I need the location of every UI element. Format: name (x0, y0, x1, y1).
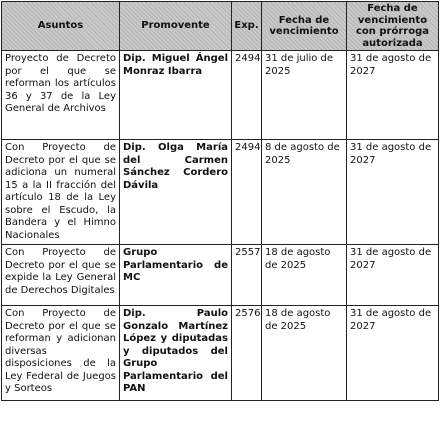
vencimiento-cell: 18 de agosto de 2025 (262, 306, 347, 401)
vencimiento-cell: 8 de agosto de 2025 (262, 140, 347, 245)
vencimiento-cell: 31 de julio de 2025 (262, 51, 347, 140)
asunto-cell: Proyecto de Decreto por el que se reforman los artículos 36 y 37 de la Ley General de Archivos (2, 51, 120, 140)
header-exp: Exp. (232, 2, 262, 51)
table-row (2, 51, 439, 140)
exp-cell: 2576 (232, 306, 262, 401)
prorroga-cell: 31 de agosto de 2027 (347, 51, 439, 140)
exp-cell: 2557 (232, 245, 262, 306)
asuntos-table (1, 1, 439, 401)
header-fecha-vencimiento: Fecha de vencimiento (262, 2, 347, 51)
asunto-cell: Con Proyecto de Decreto por el que se adiciona un numeral 15 a la II fracción del artículo 18 de la Ley sobre el Escudo, la Bandera y el Himno Nacionales (2, 140, 120, 245)
prorroga-cell: 31 de agosto de 2027 (347, 306, 439, 401)
promovente-cell: Grupo Parlamentario de MC (120, 245, 232, 306)
promovente-cell: Dip. Miguel Ángel Monraz Ibarra (120, 51, 232, 140)
prorroga-cell: 31 de agosto de 2027 (347, 245, 439, 306)
asunto-cell: Con Proyecto de Decreto por el que se expide la Ley General de Derechos Digitales (2, 245, 120, 306)
header-fecha-prorroga: Fecha de vencimiento con prórroga autorizada (347, 2, 439, 51)
promovente-cell: Dip. Paulo Gonzalo Martínez López y diputadas y diputados del Grupo Parlamentario del PAN (120, 306, 232, 401)
table-row (2, 306, 439, 401)
header-asuntos: Asuntos (2, 2, 120, 51)
table-row (2, 245, 439, 306)
header-row (2, 2, 439, 51)
asunto-cell: Con Proyecto de Decreto por el que se reforman y adicionan diversas disposiciones de la Ley Federal de Juegos y Sorteos (2, 306, 120, 401)
prorroga-cell: 31 de agosto de 2027 (347, 140, 439, 245)
header-promovente: Promovente (120, 2, 232, 51)
promovente-cell: Dip. Olga María del Carmen Sánchez Cordero Dávila (120, 140, 232, 245)
vencimiento-cell: 18 de agosto de 2025 (262, 245, 347, 306)
exp-cell: 2494 (232, 51, 262, 140)
exp-cell: 2494 (232, 140, 262, 245)
table-row (2, 140, 439, 245)
